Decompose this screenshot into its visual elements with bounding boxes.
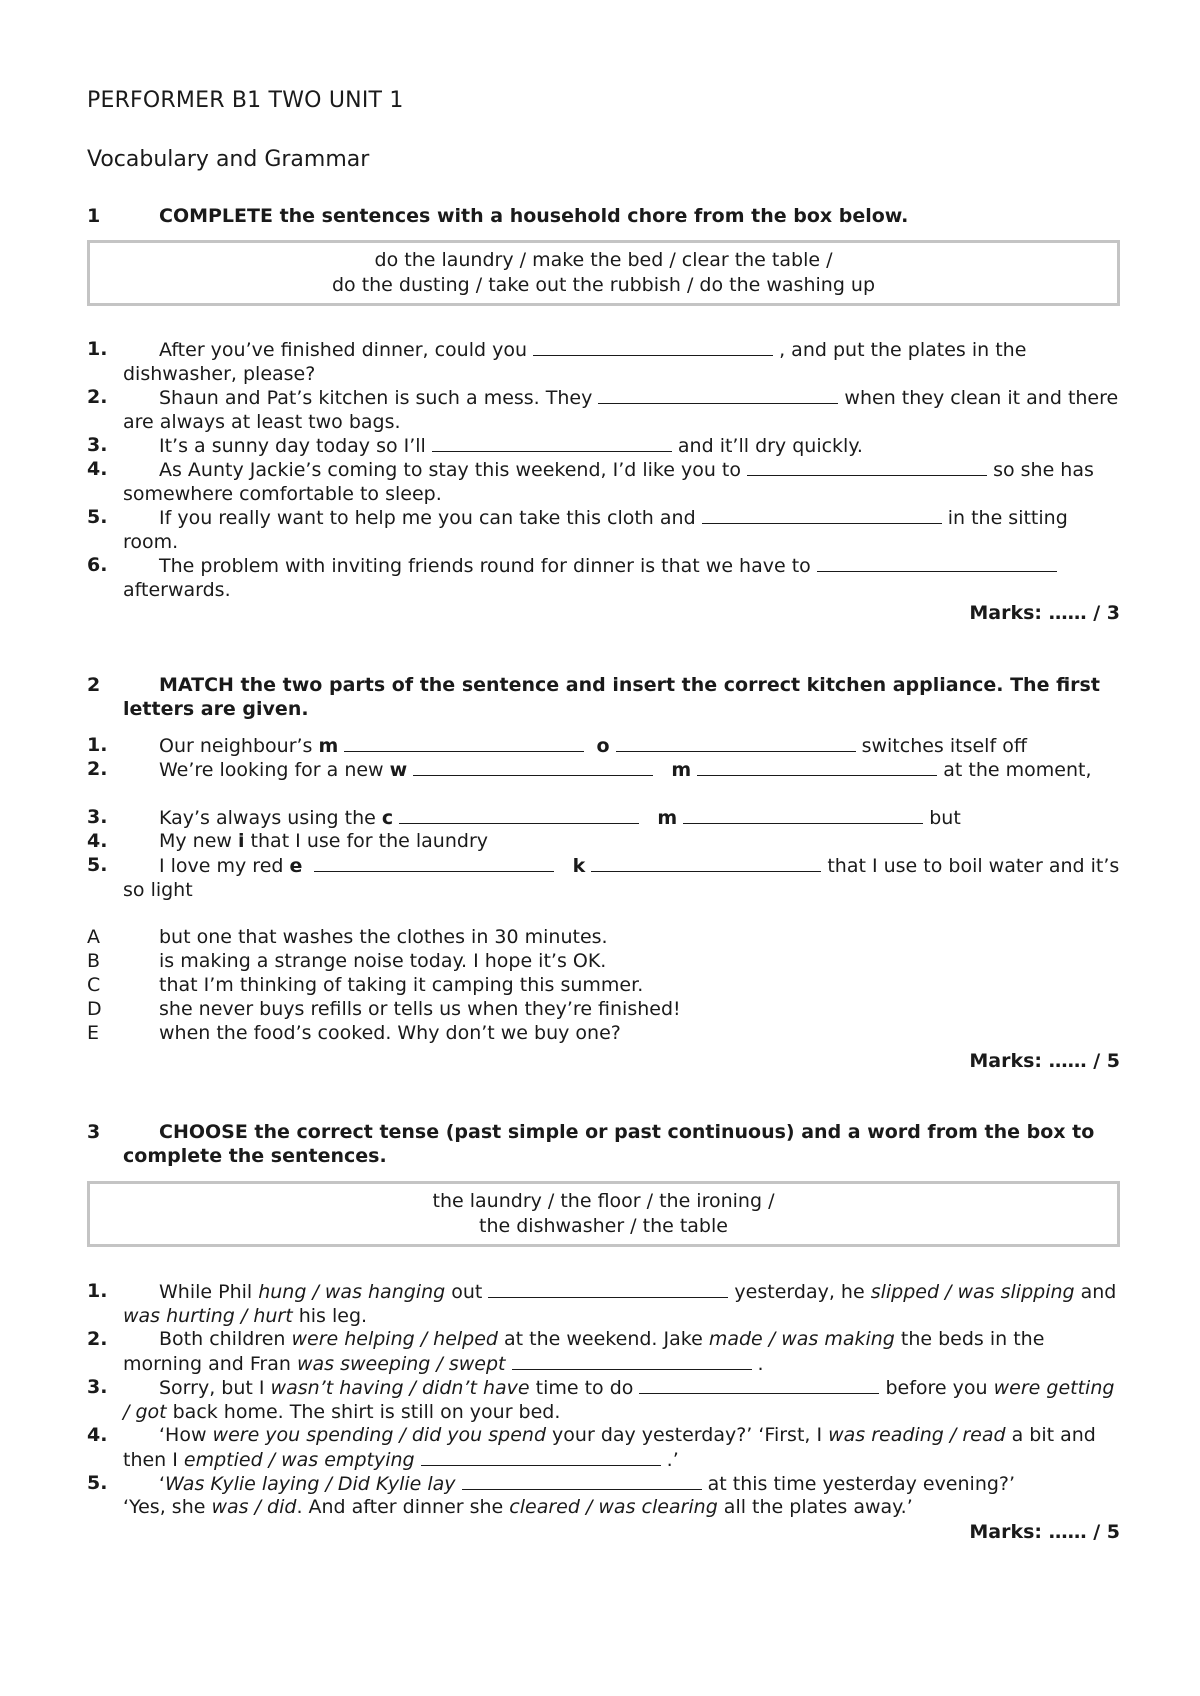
answer-blank[interactable] bbox=[817, 553, 1057, 572]
answer-blank[interactable] bbox=[314, 853, 554, 872]
tense-choice[interactable]: was sweeping / swept bbox=[296, 1353, 506, 1375]
option-text: she never buys refills or tells us when they’re finished! bbox=[159, 998, 681, 1020]
word-box-line: do the dusting / take out the rubbish / do the washing up bbox=[331, 274, 876, 296]
tense-choice[interactable]: cleared / was clearing bbox=[509, 1496, 718, 1518]
item-number: 6. bbox=[87, 554, 108, 576]
exercise-item bbox=[87, 757, 1122, 782]
tense-choice[interactable]: emptied / was emptying bbox=[183, 1449, 415, 1471]
match-option bbox=[87, 973, 1122, 997]
item-text: when they clean it and there are always at least two bags. bbox=[123, 387, 1119, 433]
item-text: back home. The shirt is still on your bed. bbox=[166, 1401, 561, 1423]
answer-blank[interactable] bbox=[683, 805, 923, 824]
exercise-item bbox=[87, 829, 1122, 853]
first-letter: m bbox=[657, 807, 678, 829]
item-text: ‘Yes, she bbox=[123, 1496, 212, 1518]
item-text: his leg. bbox=[292, 1305, 368, 1327]
section-2-heading bbox=[87, 673, 1122, 721]
chore-word-box bbox=[87, 240, 1120, 306]
exercise-item bbox=[87, 337, 1122, 386]
first-letter: m bbox=[671, 759, 692, 781]
item-text: After you’ve finished dinner, could you bbox=[159, 339, 534, 361]
exercise-item bbox=[87, 1279, 1122, 1328]
section-number: 3 bbox=[87, 1121, 101, 1143]
tense-choice[interactable]: was hurting / hurt bbox=[123, 1305, 293, 1327]
item-number: 3. bbox=[87, 434, 108, 456]
first-letter: i bbox=[238, 830, 245, 852]
item-text: that I use for the laundry bbox=[244, 830, 488, 852]
first-letter: c bbox=[381, 807, 394, 829]
item-number: 4. bbox=[87, 1424, 108, 1446]
item-number: 2. bbox=[87, 386, 108, 408]
item-text: My new bbox=[159, 830, 238, 852]
item-text: your day yesterday?’ ‘First, I bbox=[546, 1424, 829, 1446]
answer-blank[interactable] bbox=[413, 757, 653, 776]
item-text: time to do bbox=[529, 1377, 640, 1399]
item-text: Shaun and Pat’s kitchen is such a mess. They bbox=[159, 387, 599, 409]
item-text: Both children bbox=[159, 1328, 292, 1350]
item-text: While Phil bbox=[159, 1281, 259, 1303]
option-text: when the food’s cooked. Why don’t we buy one? bbox=[159, 1022, 621, 1044]
answer-blank[interactable] bbox=[702, 505, 942, 524]
section-number: 2 bbox=[87, 674, 101, 696]
item-text: that I use to boil water and it’s so light bbox=[123, 855, 1120, 901]
exercise-item bbox=[87, 505, 1122, 554]
tense-choice[interactable]: was reading / read bbox=[828, 1424, 1006, 1446]
section-1-marks: Marks: …… / 3 bbox=[969, 602, 1120, 624]
document-subtitle: Vocabulary and Grammar bbox=[87, 147, 370, 172]
item-number: 3. bbox=[87, 806, 108, 828]
item-text: but bbox=[923, 807, 961, 829]
item-text: The problem with inviting friends round for dinner is that we have to bbox=[159, 555, 817, 577]
section-instruction: CHOOSE the correct tense (past simple or past continuous) and a word from the box to complete the sentences. bbox=[123, 1121, 1095, 1167]
tense-choice[interactable]: were getting / got bbox=[123, 1377, 1115, 1423]
word-box-line: the dishwasher / the table bbox=[479, 1215, 728, 1237]
tense-choice[interactable]: were you spending / did you spend bbox=[212, 1424, 547, 1446]
match-option bbox=[87, 925, 1122, 949]
option-letter: B bbox=[87, 950, 101, 972]
section-3-heading bbox=[87, 1120, 1122, 1168]
item-number: 4. bbox=[87, 830, 108, 852]
item-text: I love my red bbox=[159, 855, 290, 877]
answer-blank[interactable] bbox=[697, 757, 937, 776]
item-text: It’s a sunny day today so I’ll bbox=[159, 435, 432, 457]
item-text: , and put the plates in the dishwasher, please? bbox=[123, 339, 1027, 385]
item-number: 5. bbox=[87, 506, 108, 528]
answer-blank[interactable] bbox=[432, 433, 672, 452]
tense-choice[interactable]: hung / was hanging bbox=[258, 1281, 446, 1303]
tense-choice[interactable]: slipped / was slipping bbox=[870, 1281, 1075, 1303]
item-text: ‘How bbox=[159, 1424, 213, 1446]
exercise-item bbox=[87, 385, 1122, 434]
item-text: before you bbox=[879, 1377, 994, 1399]
exercise-item bbox=[87, 433, 1122, 458]
item-number: 2. bbox=[87, 758, 108, 780]
item-text: a bit and then I bbox=[123, 1424, 1096, 1471]
item-text: yesterday, he bbox=[728, 1281, 871, 1303]
option-letter: C bbox=[87, 974, 101, 996]
item-text: all the plates away.’ bbox=[717, 1496, 913, 1518]
exercise-item bbox=[87, 457, 1122, 506]
tense-choice[interactable]: were helping / helped bbox=[291, 1328, 498, 1350]
option-text: but one that washes the clothes in 30 minutes. bbox=[159, 926, 608, 948]
first-letter: w bbox=[389, 759, 408, 781]
item-text: in the sitting room. bbox=[123, 507, 1068, 553]
exercise-item bbox=[87, 1423, 1122, 1472]
option-text: that I’m thinking of taking it camping this summer. bbox=[159, 974, 644, 996]
item-number: 5. bbox=[87, 1472, 108, 1494]
answer-blank[interactable] bbox=[344, 733, 584, 752]
first-letter: e bbox=[289, 855, 303, 877]
answer-blank[interactable] bbox=[533, 337, 773, 356]
item-text: so she has somewhere comfortable to sleep. bbox=[123, 459, 1094, 505]
first-letter: m bbox=[318, 735, 339, 757]
answer-blank[interactable] bbox=[462, 1471, 702, 1490]
word-box-line: do the laundry / make the bed / clear the table / bbox=[374, 249, 833, 271]
match-option bbox=[87, 949, 1122, 973]
match-option bbox=[87, 997, 1122, 1021]
item-number: 1. bbox=[87, 734, 108, 756]
item-number: 1. bbox=[87, 1280, 108, 1302]
item-text: at the weekend. Jake bbox=[498, 1328, 709, 1350]
item-text: If you really want to help me you can take this cloth and bbox=[159, 507, 702, 529]
answer-blank[interactable] bbox=[421, 1447, 661, 1466]
item-text: switches itself off bbox=[855, 735, 1027, 757]
answer-blank[interactable] bbox=[639, 1375, 879, 1394]
item-number: 2. bbox=[87, 1328, 108, 1350]
option-letter: D bbox=[87, 998, 102, 1020]
tense-choice[interactable]: made / was making bbox=[708, 1328, 895, 1350]
item-text: .’ bbox=[660, 1449, 679, 1471]
item-text: ‘ bbox=[159, 1473, 166, 1495]
tense-choice[interactable]: Was Kylie laying / Did Kylie lay bbox=[165, 1473, 456, 1495]
tense-word-box bbox=[87, 1181, 1120, 1247]
answer-blank[interactable] bbox=[512, 1351, 752, 1370]
tense-choice[interactable]: was / did bbox=[211, 1496, 297, 1518]
answer-blank[interactable] bbox=[747, 457, 987, 476]
item-number: 5. bbox=[87, 854, 108, 876]
item-text: at the moment, bbox=[937, 759, 1092, 781]
word-box-line: the laundry / the floor / the ironing / bbox=[432, 1190, 775, 1212]
item-number: 1. bbox=[87, 338, 108, 360]
exercise-item bbox=[87, 733, 1122, 758]
item-text: Our neighbour’s bbox=[159, 735, 319, 757]
first-letter: k bbox=[572, 855, 586, 877]
first-letter: o bbox=[596, 735, 610, 757]
option-text: is making a strange noise today. I hope it’s OK. bbox=[159, 950, 607, 972]
item-text: out bbox=[445, 1281, 489, 1303]
item-text: We’re looking for a new bbox=[159, 759, 390, 781]
answer-blank[interactable] bbox=[591, 853, 821, 872]
tense-choice[interactable]: wasn’t having / didn’t have bbox=[270, 1377, 530, 1399]
section-2-marks: Marks: …… / 5 bbox=[969, 1050, 1120, 1072]
item-text: and it’ll dry quickly. bbox=[671, 435, 863, 457]
item-number: 4. bbox=[87, 458, 108, 480]
item-text: at this time yesterday evening?’ bbox=[701, 1473, 1016, 1495]
answer-blank[interactable] bbox=[616, 733, 856, 752]
exercise-item-continuation bbox=[87, 1495, 1122, 1519]
answer-blank[interactable] bbox=[488, 1279, 728, 1298]
exercise-item bbox=[87, 853, 1122, 902]
item-text: afterwards. bbox=[123, 579, 231, 601]
exercise-item bbox=[87, 1375, 1122, 1424]
section-instruction: MATCH the two parts of the sentence and insert the correct kitchen appliance. The first letters are given. bbox=[123, 674, 1100, 720]
document-title: PERFORMER B1 TWO UNIT 1 bbox=[87, 88, 404, 113]
item-text: Sorry, but I bbox=[159, 1377, 271, 1399]
section-3-marks: Marks: …… / 5 bbox=[969, 1521, 1120, 1543]
item-text: the beds in the morning and Fran bbox=[123, 1328, 1045, 1375]
exercise-item bbox=[87, 805, 1122, 830]
item-text: Kay’s always using the bbox=[159, 807, 382, 829]
section-number: 1 bbox=[87, 205, 101, 227]
exercise-item bbox=[87, 553, 1122, 602]
answer-blank[interactable] bbox=[399, 805, 639, 824]
option-letter: A bbox=[87, 926, 100, 948]
item-text: and bbox=[1074, 1281, 1117, 1303]
item-text: As Aunty Jackie’s coming to stay this weekend, I’d like you to bbox=[159, 459, 748, 481]
exercise-item bbox=[87, 1327, 1122, 1376]
section-instruction: COMPLETE the sentences with a household chore from the box below. bbox=[159, 205, 909, 227]
answer-blank[interactable] bbox=[598, 385, 838, 404]
item-text: . And after dinner she bbox=[296, 1496, 510, 1518]
exercise-item bbox=[87, 1471, 1122, 1496]
item-text: . bbox=[751, 1353, 764, 1375]
item-number: 3. bbox=[87, 1376, 108, 1398]
option-letter: E bbox=[87, 1022, 100, 1044]
match-option bbox=[87, 1021, 1122, 1045]
